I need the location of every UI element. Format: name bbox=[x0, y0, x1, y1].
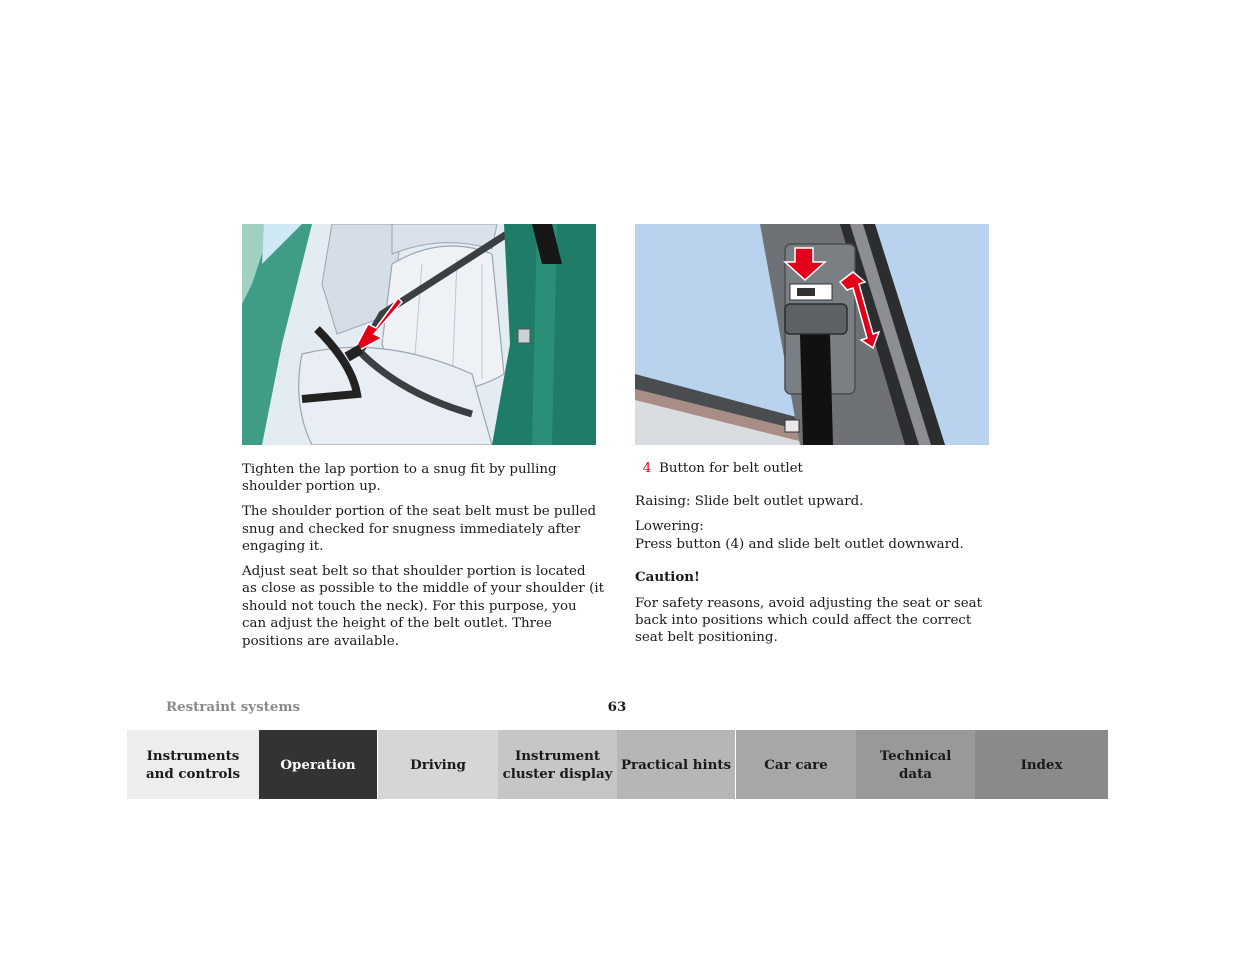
tab-instruments-and-controls[interactable] bbox=[127, 730, 259, 799]
tab-label: Instrument cluster display bbox=[502, 747, 613, 782]
left-text-column bbox=[242, 461, 604, 658]
tab-driving[interactable] bbox=[378, 730, 498, 799]
tab-label: Operation bbox=[280, 756, 356, 773]
tab-car-care[interactable] bbox=[736, 730, 856, 799]
tab-technical-data[interactable] bbox=[856, 730, 975, 799]
legend-number: 4 bbox=[642, 461, 652, 476]
tab-label: Instruments and controls bbox=[145, 747, 241, 782]
tab-label: Technical data bbox=[879, 747, 952, 782]
tab-operation[interactable] bbox=[259, 730, 378, 799]
tab-label: Driving bbox=[410, 756, 466, 773]
page-number: 63 bbox=[607, 699, 627, 715]
seat-belt-illustration bbox=[242, 224, 596, 445]
raising-instruction: Raising: Slide belt outlet upward. bbox=[635, 494, 864, 510]
chapter-navigation bbox=[127, 730, 1108, 799]
tab-label: Car care bbox=[764, 756, 828, 773]
lowering-instruction: Press button (4) and slide belt outlet downward. bbox=[635, 536, 964, 552]
lowering-label: Lowering: bbox=[635, 519, 704, 535]
tab-index[interactable] bbox=[975, 730, 1108, 799]
tab-instrument-cluster-display[interactable] bbox=[498, 730, 617, 799]
right-text-column bbox=[635, 460, 997, 654]
tab-label: Index bbox=[1020, 756, 1063, 773]
paragraph-shoulder-snug: The shoulder portion of the seat belt must be pulled snug and checked for snugness immediately after engaging it. bbox=[242, 504, 597, 555]
tab-label: Practical hints bbox=[620, 756, 732, 773]
caution-heading: Caution! bbox=[635, 569, 700, 586]
legend-item bbox=[635, 460, 997, 477]
belt-outlet-illustration bbox=[635, 224, 989, 445]
caution-text: For safety reasons, avoid adjusting the seat or seat back into positions which could affect the correct seat belt positioning. bbox=[635, 595, 982, 646]
tab-practical-hints[interactable] bbox=[617, 730, 736, 799]
paragraph-adjust-height: Adjust seat belt so that shoulder portion is located as close as possible to the middle of your shoulder (it should not touch the neck). For this purpose, you can adjust the height of the belt outlet. Three positions are available. bbox=[242, 564, 604, 649]
legend-text: Button for belt outlet bbox=[659, 461, 803, 476]
section-title: Restraint systems bbox=[166, 699, 301, 715]
paragraph-tighten-lap: Tighten the lap portion to a snug fit by pulling shoulder portion up. bbox=[242, 462, 557, 495]
